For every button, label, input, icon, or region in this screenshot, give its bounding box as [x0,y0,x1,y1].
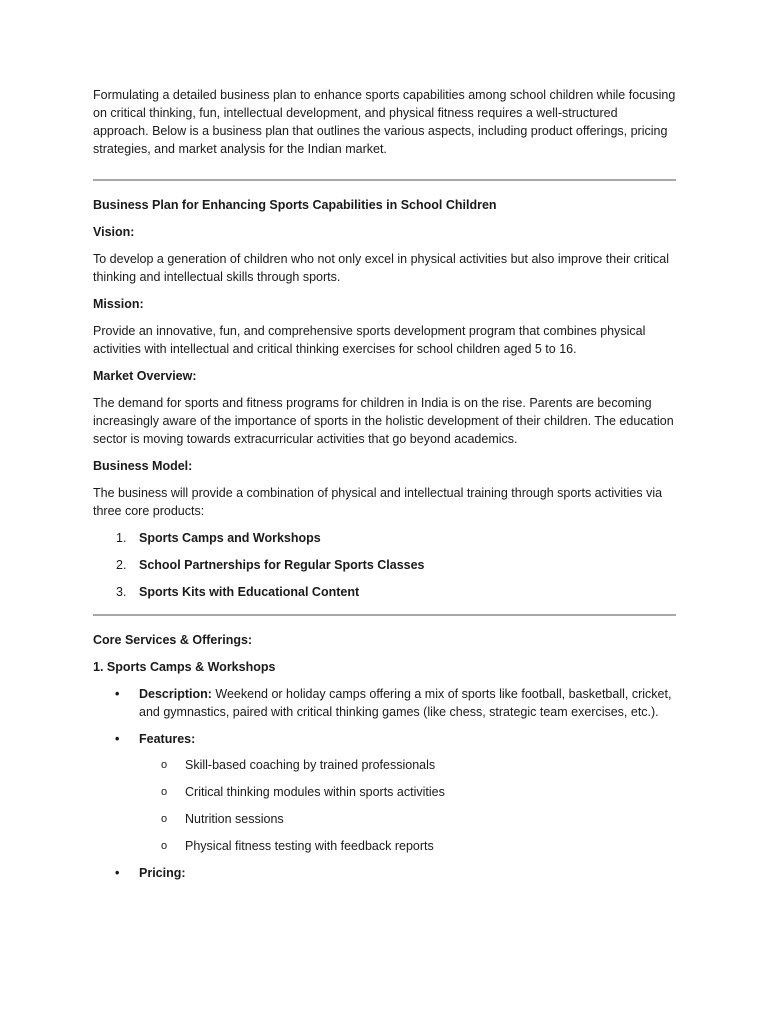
features-label: Features: [139,732,196,746]
core-services-heading: Core Services & Offerings: [93,633,253,647]
business-model-heading: Business Model: [93,459,193,473]
market-overview-heading: Market Overview: [93,369,197,383]
product-item [93,556,676,574]
pricing-label: Pricing: [139,866,186,880]
camp-details-list [93,685,676,882]
product-number: 2. [116,558,127,572]
product-list [93,529,676,601]
mission-text: Provide an innovative, fun, and comprehensive sports development program that combines physical activities with intellectual and critical thinking exercises for school children aged 5 to 16. [93,324,646,356]
product-label: Sports Camps and Workshops [139,531,321,545]
section-divider [93,179,676,181]
feature-text: Critical thinking modules within sports activities [185,785,445,799]
feature-item [139,783,676,801]
vision-heading: Vision: [93,225,135,239]
intro-paragraph: Formulating a detailed business plan to enhance sports capabilities among school children while focusing on critical thinking, fun, intellectual development, and physical fitness requires a well-structured approach. Below is a business plan that outlines the various aspects, including product offerings, pricing strategies, and market analysis for the Indian market. [93,88,676,156]
market-overview-text: The demand for sports and fitness programs for children in India is on the rise. Parents are becoming increasingly aware of the importance of sports in the holistic development of their children. The education sector is moving towards extracurricular activities that go beyond academics. [93,396,674,446]
section-divider [93,614,676,616]
circle-bullet-icon: o [161,786,168,798]
feature-text: Nutrition sessions [185,812,284,826]
features-item [93,730,676,855]
feature-item [139,810,676,828]
circle-bullet-icon: o [161,759,168,771]
product-item [93,529,676,547]
feature-item [139,756,676,774]
description-label: Description: [139,687,212,701]
product-label: School Partnerships for Regular Sports Classes [139,558,425,572]
product-number: 3. [116,585,127,599]
circle-bullet-icon: o [161,813,168,825]
description-text: Weekend or holiday camps offering a mix of sports like football, basketball, cricket, and gymnastics, paired with critical thinking games (like chess, strategic team exercises, etc.). [139,687,672,719]
feature-text: Physical fitness testing with feedback reports [185,839,434,853]
bullet-icon: • [115,732,120,746]
product-item [93,583,676,601]
vision-text: To develop a generation of children who not only excel in physical activities but also improve their critical thinking and intellectual skills through sports. [93,252,669,284]
feature-text: Skill-based coaching by trained professionals [185,758,436,772]
mission-heading: Mission: [93,297,144,311]
plan-title: Business Plan for Enhancing Sports Capabilities in School Children [93,198,497,212]
pricing-item [93,864,676,882]
product-number: 1. [116,531,127,545]
circle-bullet-icon: o [161,840,168,852]
description-item [93,685,676,721]
product-label: Sports Kits with Educational Content [139,585,360,599]
bullet-icon: • [115,866,120,880]
business-model-text: The business will provide a combination of physical and intellectual training through sports activities via three core products: [93,486,663,518]
feature-item [139,837,676,855]
features-list [139,756,676,855]
bullet-icon: • [115,687,120,701]
section-1-title: 1. Sports Camps & Workshops [93,660,276,674]
